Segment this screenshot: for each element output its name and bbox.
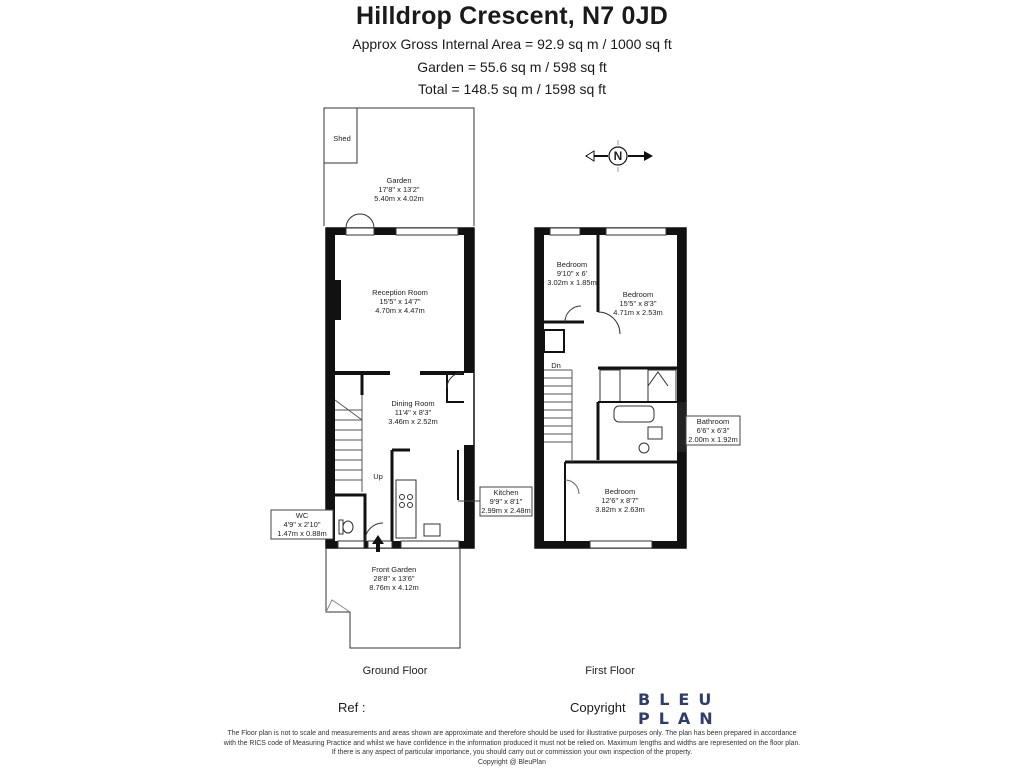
bedroom-bottom-imperial: 12'6" x 8'7" [601, 496, 639, 505]
bedroom-small-imperial: 9'10" x 6' [556, 269, 588, 278]
bleuplan-logo [638, 690, 722, 728]
wc-window [338, 541, 364, 548]
gross-area-text: Approx Gross Internal Area = 92.9 sq m / 1000 sq ft [352, 36, 672, 52]
bathroom-imperial: 6'6" x 6'3" [696, 426, 730, 435]
ground-right-wall-upper [464, 228, 474, 373]
garden-label: Garden [386, 176, 412, 185]
disclaimer-line: with the RICS code of Measuring Practice and whilst we have confidence in the information produced it must not be relied on. Maximum lengths and widths are represented on the floor plan. [223, 739, 801, 747]
ground-floor-outline [326, 228, 474, 548]
front-window [401, 541, 459, 548]
entrance-arrow-icon [372, 535, 384, 552]
bedroom-bottom-label: Bedroom [604, 487, 636, 496]
reception-label: Reception Room [372, 288, 428, 297]
page-title: Hilldrop Crescent, N7 0JD [355, 2, 669, 30]
copyright-label: Copyright [570, 700, 626, 715]
ground-stairs-label: Up [373, 472, 383, 481]
bedroom-small-label: Bedroom [556, 260, 588, 269]
garden-door-swing-right [360, 214, 374, 228]
front-garden-boundary [326, 548, 460, 648]
first-floor-label: First Floor [585, 665, 635, 677]
ref-label: Ref : [338, 700, 366, 715]
shed-label: Shed [333, 134, 351, 143]
garden-metric: 5.40m x 4.02m [374, 194, 424, 203]
ground-floor-label: Ground Floor [362, 665, 428, 677]
total-area-text: Total = 148.5 sq m / 1598 sq ft [418, 81, 606, 97]
reception-imperial: 15'5" x 14'7" [379, 297, 421, 306]
bedroom-right-label: Bedroom [622, 290, 654, 299]
reception-fireplace [335, 280, 341, 320]
dining-metric: 3.46m x 2.52m [388, 417, 438, 426]
logo-line-1: BLEU [638, 690, 721, 709]
front-garden-imperial: 28'8" x 13'6" [373, 574, 415, 583]
first-stairs-label: Dn [551, 361, 561, 370]
bedroom-bottom-metric: 3.82m x 2.63m [595, 505, 645, 514]
wc-metric: 1.47m x 0.88m [277, 529, 327, 538]
bedroom-small-metric: 3.02m x 1.85m [547, 278, 597, 287]
garden-door-swing-left [346, 214, 360, 228]
kitchen-counter [396, 480, 416, 538]
bathroom-sink [648, 427, 662, 439]
garden-door-gap [346, 228, 374, 235]
wc-label: WC [295, 511, 309, 520]
dining-label: Dining Room [391, 399, 435, 408]
compass-label: N [613, 149, 623, 163]
first-stairs [544, 370, 572, 462]
disclaimer-line: The Floor plan is not to scale and measurements and areas shown are approximate and therefore should be used for illustrative purposes only. The plan has been prepared in accordance [227, 730, 797, 737]
wc-cistern [339, 520, 343, 534]
disclaimer-line: If there is any aspect of particular importance, you should carry out or commission your own inspection of the property. [331, 749, 693, 757]
ground-left-wall [326, 228, 335, 548]
rear-window [396, 228, 458, 235]
ground-right-wall-lower [464, 445, 474, 548]
wc-toilet [343, 521, 353, 533]
kitchen-sink [424, 524, 440, 536]
wc-imperial: 4'9" x 2'10" [283, 520, 321, 529]
reception-metric: 4.70m x 4.47m [375, 306, 425, 315]
dining-imperial: 11'4" x 8'3" [394, 408, 432, 417]
kitchen-imperial: 9'9" x 8'1" [489, 497, 523, 506]
bedroom-right-imperial: 15'5" x 8'3" [619, 299, 657, 308]
bedroom-right-metric: 4.71m x 2.53m [613, 308, 663, 317]
ground-stairs [335, 395, 362, 492]
disclaimer [220, 729, 804, 767]
disclaimer-line: Copyright @ BleuPlan [478, 758, 546, 766]
bath-tub [614, 406, 654, 422]
garden-imperial: 17'8" x 13'2" [378, 185, 420, 194]
bathroom-toilet [639, 443, 649, 453]
front-garden-label: Front Garden [371, 565, 417, 574]
front-door-swing [365, 523, 383, 541]
bathroom-metric: 2.00m x 1.92m [688, 435, 738, 444]
front-garden-metric: 8.76m x 4.12m [369, 583, 419, 592]
kitchen-label: Kitchen [493, 488, 519, 497]
bathroom-label: Bathroom [696, 417, 730, 426]
garden-area-text: Garden = 55.6 sq m / 598 sq ft [417, 59, 607, 75]
logo-line-2: PLAN [638, 709, 722, 728]
kitchen-metric: 2.99m x 2.48m [481, 506, 531, 515]
garden-boundary [324, 108, 474, 226]
